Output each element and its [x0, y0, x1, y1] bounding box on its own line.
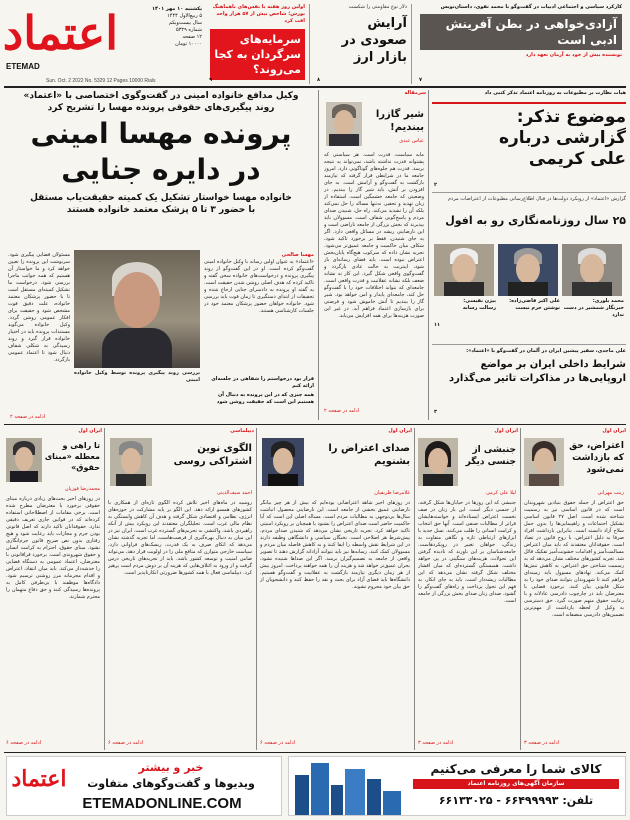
- column-more-link[interactable]: ادامه در صفحه ۶: [108, 740, 144, 746]
- column-author: احمد سیف‌الدینی: [216, 490, 252, 496]
- column-divider: [104, 428, 105, 750]
- column-c1[interactable]: [522, 428, 626, 750]
- person-quote: رسالت رسانه: [462, 305, 496, 311]
- lead-deck: خانواده مهسا خواستار تشکیل یک کمیته حقیقت‌یاب مستقل: [30, 193, 292, 203]
- ad-line-2: ویدیوها و گفت‌وگوهای متفاوت: [87, 777, 255, 790]
- date-line: سال بیست‌ویکم: [168, 20, 202, 26]
- promo-page: ۷: [419, 77, 423, 83]
- promo-headline: آرایش صعودی در بازار ارز: [341, 16, 407, 65]
- promo-kicker: کارکرد سیاسی و اجتماعی ادبیات در گفت‌وگو با محمد تقوی، داستان‌نویس: [440, 4, 622, 10]
- lead-kicker: روند پیگیری‌های حقوقی پرونده مهسا را تشریح کرد: [47, 103, 275, 113]
- column-c5[interactable]: [4, 428, 102, 750]
- person-name: بیژن نفیسی:: [463, 298, 496, 304]
- column-author-photo: [110, 438, 152, 486]
- editorial-section: سرمقاله: [404, 90, 426, 96]
- feature-deck: گزارش «اعتماد» از رویکرد دولت‌ها در قبال اطلاع‌رسانی مطبوعات از اعتراضات مردم: [447, 196, 626, 202]
- right-feature-divider: [428, 90, 429, 420]
- feature-headline: موضوع تذکر:: [516, 107, 626, 127]
- date-line: ۵ ربیع‌الاول ۱۴۴۴: [167, 13, 202, 19]
- europe-headline: شرایط داخلی ایران بر مواضع: [480, 359, 626, 370]
- column-section: ایران اول: [494, 428, 518, 434]
- column-more-link[interactable]: ادامه در صفحه ۳: [418, 740, 454, 746]
- column-title: اعتراض، حق که بازداشت نمی‌شود: [569, 441, 624, 475]
- date-line: ۱۲ صفحه: [182, 34, 202, 40]
- column-c2[interactable]: [416, 428, 518, 750]
- ad-logo: [11, 759, 67, 799]
- column-author: لیلا علی کرمی: [486, 490, 516, 496]
- logo-text: اعتماد: [2, 6, 118, 60]
- issue-line: Sun. Oct. 2 2022 No. 5329 12 Pages 10000 Rials: [46, 78, 156, 84]
- ad-line-1: خبر و بیشتر: [138, 761, 204, 774]
- date-line: شماره ۵۳۲۹: [176, 27, 202, 33]
- editorial-author-photo: [326, 102, 362, 146]
- promo-headline: سرمایه‌های سرگردان به کجا می‌روند؟: [210, 29, 305, 80]
- lead-body-right: مهسا صالحی «اعتماد» به عنوان اولین رسانه با وکیل خانواده امینی گفت‌وگو کرده است. او در این گفت‌وگو از روند پیگیری پرونده و درخواست‌های خانواده سخن گفته و تاکید کرده که هدف اصلی روشن شدن حقیقت است. به گفته او پرونده به دادسرای جنایی ارجاع شده و تحقیقات از ابتدای دستگیری تا زمان فوت باید بررسی شود. خانواده خواهان حضور پزشکان معتمد خود در جلسات کارشناسی هستند.: [204, 252, 314, 314]
- lead-bullet: همه چیزی که در این پرونده به دنبال آن هستیم این است که حقیقت روشن شود: [216, 392, 314, 405]
- lead-photo: [74, 250, 200, 368]
- feature-page: ۲: [434, 182, 438, 188]
- lead-caption: بررسی روند پیگیری پرونده توسط وکیل خانواده امینی: [74, 370, 200, 383]
- column-author-photo: [524, 438, 564, 486]
- lead-byline: مهسا صالحی: [281, 252, 314, 258]
- date-fa: یکشنبه ۱۰ مهر ۱۴۰۱: [151, 6, 202, 12]
- portrait-baluri: [562, 244, 622, 296]
- ad-etemadonline[interactable]: [6, 756, 282, 816]
- editorial-body: مایه سیاست، قدرت است. هر سیاستی که پشتوانه قدرت نداشته باشد، نمی‌تواند به نتیجه برسد. قدرت هم جلوه‌های گوناگونی دارد. امروز جامعه ما در شرایطی قرار گرفته که نیازمند بازگشت به گفت‌وگو و آرامش است. به جای افزودن بر آتش، باید شیر گاز را ببندیم. در وضعیتی که جامعه خشمگین است، استفاده از زبان تهدید و تحقیر، نه‌تنها مساله را حل نمی‌کند بلکه آن را تشدید می‌کند. راه حل، شنیدن صدای مردم و پاسخ‌گویی شفاف است. مسوولان باید بپذیرند که بخش بزرگی از جامعه ناراضی است و این نارضایتی ریشه در مسائل واقعی دارد. اگر به جای شنیدن، فقط بر برخورد تاکید شود، شکاف میان حاکمیت و جامعه عمیق‌تر می‌شود. تجربه نشان داده که سرکوب هیچ‌گاه پایان‌بخش اعتراض نبوده است. باید فضای رسانه‌ای باز شود، اینترنت به حالت عادی بازگردد و گفت‌وگوی واقعی شکل گیرد. این کار نه نشانه ضعف بلکه نشانه عقلانیت و قدرت واقعی است. جامعه‌ای که بتواند اختلافات خود را با گفت‌وگو حل کند، جامعه‌ای پایدار و امن خواهد بود. شیر گاز را ببندیم تا آتش خاموش شود و فرصتی برای بازسازی اعتماد فراهم آید. در غیر این صورت هزینه‌ها برای همه افزایش می‌یابد.: [324, 152, 424, 319]
- editorial-divider: [318, 90, 319, 420]
- lead-bullet: قرار بود درخواستم را شفاهی در جلسه‌ای ارائه کنم: [211, 376, 314, 389]
- column-more-link[interactable]: ادامه در صفحه ۶: [260, 740, 296, 746]
- ad-logo-text: اعتماد: [11, 766, 67, 792]
- masthead-divider: [4, 86, 626, 88]
- date-line: ۱۰۰۰۰ تومان: [175, 41, 202, 47]
- lead-headline: در دایره جنایی: [61, 153, 261, 186]
- lead-deck: با حضور ۳ تا ۵ پزشک معتمد خانواده هستند: [66, 205, 256, 215]
- column-section: ایران اول: [388, 428, 412, 434]
- people-caption-baluri: [562, 298, 624, 319]
- column-c4[interactable]: [106, 428, 254, 750]
- promo-page: ۸: [317, 77, 321, 83]
- masthead-logo[interactable]: [2, 6, 118, 71]
- promo-currency[interactable]: [314, 4, 412, 84]
- ad-advertising[interactable]: [288, 756, 626, 816]
- person-name: محمد بلوری:: [592, 298, 624, 304]
- column-author: زینب مهرانی: [597, 490, 624, 496]
- column-body: روسیه در ماه‌های اخیر تلاش کرده الگوی تازه‌ای از همکاری با کشورهای همسو ارائه دهد. این الگو بر پایه مشارکت در حوزه‌های انرژی، نظامی و اقتصادی شکل گرفته و هدف آن کاهش وابستگی به نظام مالی غرب است. تحلیلگران معتقدند این رویکرد بیش از آنکه راهبردی باشد، واکنشی به تحریم‌های گسترده غرب است. ایران نیز در این میان به دنبال بهره‌گیری از فرصت‌هاست، اما تجربه گذشته نشان می‌دهد که اتکای صرف به یک قدرت، ریسک‌های فراوانی دارد. سیاست خارجی متوازن که منافع ملی را در اولویت قرار دهد، می‌تواند ضامن امنیت و توسعه کشور باشد. باید از تجربه‌های تاریخی درس گرفت و از ورود به ائتلاف‌هایی که هزینه آن بر دوش مردم است پرهیز کرد. دیپلماسی فعال با همه کشورها ضرورتی انکارناپذیر است.: [108, 500, 252, 576]
- editorial-more-link[interactable]: ادامه در صفحه ۲: [324, 408, 360, 414]
- middle-divider: [4, 424, 626, 425]
- promo-kicker: اولین روز هفته با نفس‌های ناهماهنگ بورس؛ شاخص بیش از ۵۷ هزار واحد افت کرد: [212, 4, 305, 24]
- feature-headline: علی کریمی: [528, 149, 626, 169]
- person-quote: نوشتن جرم نیست: [515, 305, 560, 311]
- feature-redbar: [432, 102, 626, 104]
- person-name: علی اکبر قاضی‌زاده:: [509, 298, 560, 304]
- ad-right-line-1: کالای شما را معرفی می‌کنیم: [430, 762, 602, 776]
- ad-right-phone[interactable]: تلفن: ۶۶۴۹۹۹۹۳ - ۶۶۱۳۳۰۲۵: [438, 794, 594, 807]
- lead-more-link[interactable]: ادامه در صفحه ۲: [10, 414, 46, 420]
- column-title: صدای اعتراض را بشنویم: [328, 443, 410, 467]
- column-title: الگوی نوین اشتراکی روسی: [173, 443, 252, 467]
- portrait-ghazizadeh: [498, 244, 558, 296]
- feature-headline: گزارشی درباره: [498, 128, 626, 148]
- lead-kicker: وکیل مدافع خانواده امینی در گفت‌وگوی اختصاصی با «اعتماد»: [23, 91, 299, 101]
- column-body: حق اعتراض از جمله حقوق بنیادین شهروندان است که در قانون اساسی نیز به رسمیت شناخته شده است. اصل ۲۷ قانون اساسی تشکیل اجتماعات و راهپیمایی‌ها را بدون حمل سلاح آزاد دانسته است. بنابراین بازداشت افراد صرفا به دلیل اعتراض، با روح قانون در تضاد است. حقوقدانان معتقدند که باید میان اعتراض مسالمت‌آمیز و اقدامات خشونت‌آمیز تفکیک قائل شد. تجربه کشورهای مختلف نشان می‌دهد که به رسمیت شناختن حق اعتراض، به کاهش تنش‌ها کمک می‌کند. نهادهای مسوول باید زمینه‌ای فراهم کنند تا شهروندان بتوانند صدای خود را به شکل قانونی بیان کنند. برخورد قضایی با معترضان باید در چارچوب دادرسی عادلانه و با رعایت حقوق متهم صورت گیرد. حق دسترسی به وکیل از لحظه بازداشت از مهم‌ترین تضمین‌های دادرسی منصفانه است.: [524, 500, 624, 618]
- lead-headline: پرونده مهسا امینی: [30, 117, 292, 150]
- column-section: ایران اول: [602, 428, 626, 434]
- promo-headline: آزادی‌خواهی در بطن آفرینش ادبی است: [420, 14, 622, 50]
- column-author-photo: [262, 438, 304, 486]
- column-more-link[interactable]: ادامه در صفحه ۶: [6, 740, 42, 746]
- column-author-photo: [418, 438, 458, 486]
- editorial[interactable]: [322, 90, 426, 420]
- lead-bullets: [204, 376, 314, 406]
- people-caption-ghazizadeh: [498, 298, 560, 312]
- europe-kicker: علی ماجدی، سفیر پیشین ایران در آلمان در گفت‌وگو با «اعتماد»:: [466, 348, 626, 354]
- logo-latin: ETEMAD: [6, 62, 40, 71]
- europe-page: ۳: [434, 409, 438, 415]
- ad-url[interactable]: ETEMADONLINE.COM: [82, 795, 242, 812]
- feature-kicker: هیات نظارت بر مطبوعات به روزنامه اعتماد تذکر کتبی داد: [484, 90, 626, 96]
- promo-capital[interactable]: [206, 4, 310, 84]
- column-section: ایران اول: [78, 428, 102, 434]
- person-quote: خبرنگار شمشیر در دست ندارد: [563, 305, 624, 318]
- column-title: جنبشی از جنسی دیگر: [465, 445, 516, 467]
- column-divider: [414, 428, 415, 750]
- portrait-nafisi: [434, 244, 494, 296]
- editorial-title: شیر گازرا ببندیم!: [375, 109, 424, 133]
- column-more-link[interactable]: ادامه در صفحه ۳: [524, 740, 560, 746]
- feature-divider: [432, 192, 626, 193]
- promo-subline: نویسنده بیش از خود به آرمان تعهد دارد: [525, 52, 622, 58]
- issue-date-block: [124, 6, 202, 68]
- column-c3[interactable]: [258, 428, 412, 750]
- people-caption-nafisi: [434, 298, 496, 312]
- column-body: در روزهای اخیر شاهد اعتراضاتی بوده‌ایم که بیش از هر چیز بیانگر نارضایتی عمیق بخشی از جامعه است. این نارضایتی محصول انباشت سال‌ها بی‌توجهی به مطالبات مردم است. مساله اصلی این است که آیا حاکمیت حاضر است صدای اعتراض را بشنود یا همچنان بر رویکرد امنیتی تاکید خواهد کرد. تجربه تاریخی نشان می‌دهد که شنیدن صدای مردم، پیش‌شرط هر اصلاحی است. نخبگان سیاسی و دانشگاهی وظیفه دارند در این شرایط نقش واسطه را ایفا کنند و به کاهش فاصله میان مردم و مسوولان کمک کنند. رسانه‌ها نیز باید بتوانند آزادانه گزارش دهند تا تصویر واقعی از جامعه به تصمیم‌گیران برسد. اگر این صداها شنیده نشود، بحران عمیق‌تر خواهد شد و هزینه آن را همه خواهند پرداخت. امروز بیش از هر زمان دیگری نیازمند بازگشت به عقلانیت و گفت‌وگو هستیم. دانشگاه‌ها باید فضای آزاد برای بحث و نقد را حفظ کنند و دانشجویان از حق بیان خود محروم نشوند.: [260, 500, 410, 590]
- feature-subhead: ۲۵ سال روزنامه‌نگاری رو به افول: [445, 214, 626, 227]
- people-page: ۱۱: [434, 322, 441, 328]
- column-divider: [520, 428, 521, 750]
- lead-body-left: مسئولان قضایی پیگیری شود. سرنوشت این پرونده را تعیین خواهد کرد و ما خواستار آن هستیم که همه جوانب ماجرا بررسی شود. درخواست ما تشکیل کمیته‌ای مستقل است تا با حضور پزشکان معتمد خانواده، علت دقیق فوت مشخص شود و حقیقت برای افکار عمومی روشن گردد. وکیل خانواده می‌گوید مستندات پرونده باید در اختیار خانواده قرار گیرد و روند رسیدگی به شکلی شفاف دنبال شود تا اعتماد عمومی بازگردد.: [8, 252, 70, 363]
- promo-kicker: دلار نوع مقاومتی را شکست: [348, 4, 407, 10]
- column-author: محمدرضا قوزیان: [64, 486, 100, 492]
- europe-story[interactable]: [432, 344, 626, 420]
- column-body: جنبشی که این روزها در خیابان‌ها شکل گرفته، از جنسی دیگر است. این بار زنان در صف نخست اعتراض ایستاده‌اند و خواسته‌هایشان فراتر از مطالبات صنفی است. آنها حق انتخاب و کرامت انسانی را طلب می‌کنند. نسل جدید با ابزارهای ارتباطی تازه و نگاهی متفاوت به زندگی، خواهان تغییر در رویکردهاست. جامعه‌شناسان بر این باورند که نادیده گرفتن این تحولات، هزینه‌های سنگینی در پی خواهد داشت. همبستگی گسترده‌ای که میان اقشار مختلف شکل گرفته نشان می‌دهد که این مطالبات ریشه‌دار است. باید به جای انکار، به فهم این تحول پرداخت و راه‌های گفت‌وگو را گشود. صدای زنان صدای بخش بزرگی از جامعه است.: [418, 500, 516, 604]
- europe-headline: اروپایی‌ها در مذاکرات تاثیر می‌گذارد: [449, 373, 626, 384]
- column-author-photo: [6, 438, 42, 482]
- ad-right-line-2: سازمان آگهی‌های روزنامه اعتماد: [413, 779, 619, 789]
- column-divider: [256, 428, 257, 750]
- editorial-author: عباس عبدی: [399, 138, 424, 144]
- column-author: غلامرضا ظریفیان: [374, 490, 410, 496]
- ads-divider: [4, 752, 626, 753]
- column-title: تا راهی و معطله «مبنای حقوق»: [44, 441, 100, 472]
- promo-page: ۹: [209, 77, 213, 83]
- column-body: در روزهای اخیر بحث‌های زیادی درباره مبنای حقوقی برخورد با معترضان مطرح شده است. برخی مقامات از اصطلاحاتی استفاده کرده‌اند که در قوانین جاری تعریف دقیقی ندارد. حقوقدانان تاکید دارند که اصل قانونی بودن جرم و مجازات باید رعایت شود و هیچ رفتاری بدون نص صریح قانون جرم‌انگاری نشود. مبنای حقوق، احترام به کرامت انسان و حقوق شهروندی است. برخورد فراقانونی با معترضان، اعتماد عمومی به دستگاه قضایی را خدشه‌دار می‌کند. باید میان انتقاد، اعتراض و اقدام مجرمانه مرز روشنی ترسیم شود. دادگاه‌ها موظفند با بی‌طرفی کامل به پرونده‌ها رسیدگی کنند و حق دفاع متهمان را محترم شمارند.: [6, 496, 100, 600]
- ad-skyline: [289, 759, 409, 815]
- column-section: دیپلماسی: [230, 428, 254, 434]
- promo-literature[interactable]: [416, 4, 626, 84]
